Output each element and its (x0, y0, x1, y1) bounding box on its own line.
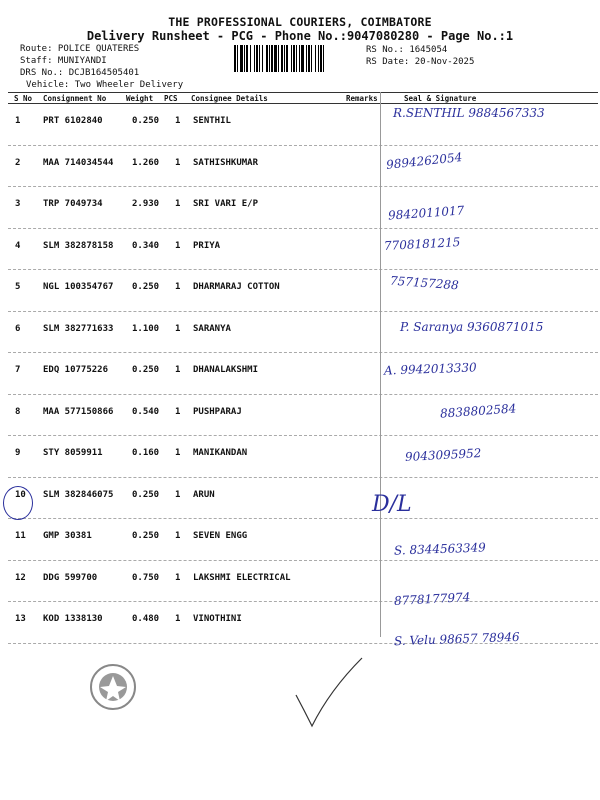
consignment-number: EDQ 10775226 (43, 365, 109, 375)
table-row (8, 229, 598, 271)
handwritten-signature: S. Velu 98657 78946 (393, 629, 520, 649)
serial-number: 10 (15, 489, 26, 500)
weight: 2.930 (132, 199, 160, 209)
serial-number: 12 (15, 572, 26, 583)
weight: 0.160 (132, 448, 160, 458)
weight: 0.250 (132, 282, 160, 292)
row-10-circle-mark (3, 486, 33, 520)
consignment-number: GMP 30381 (43, 531, 92, 541)
consignee-name: VINOTHINI (193, 614, 242, 624)
weight: 1.260 (132, 157, 160, 168)
pieces: 1 (175, 614, 181, 624)
consignee-name: DHARMARAJ COTTON (193, 282, 280, 292)
table-row (8, 519, 598, 561)
consignee-name: SEVEN ENGG (193, 531, 248, 541)
col-consignee: Consignee Details (191, 94, 268, 103)
pieces: 1 (175, 157, 181, 168)
consignment-number: TRP 7049734 (43, 199, 103, 209)
serial-number: 9 (15, 448, 21, 458)
consignment-number: SLM 382846075 (43, 489, 114, 500)
serial-number: 7 (15, 365, 21, 375)
handwritten-signature: 9894262054 (385, 150, 463, 172)
runsheet-title: THE PROFESSIONAL COURIERS, COIMBATORE (168, 15, 432, 29)
serial-number: 13 (15, 614, 26, 624)
handwritten-signature: S. 8344563349 (393, 540, 486, 558)
consignment-number: NGL 100354767 (43, 282, 114, 292)
serial-number: 1 (15, 116, 21, 126)
consignment-number: STY 8059911 (43, 448, 103, 458)
pieces: 1 (175, 406, 181, 417)
consignment-number: PRT 6102840 (43, 116, 103, 126)
col-weight: Weight (126, 94, 154, 103)
handwritten-signature: R.SENTHIL 9884567333 (393, 106, 545, 120)
column-divider (380, 92, 381, 637)
seal-stamp (78, 652, 148, 722)
consignee-name: MANIKANDAN (193, 448, 248, 458)
rs-info (366, 44, 474, 68)
consignee-name: PRIYA (193, 240, 221, 251)
consignee-name: SARANYA (193, 323, 231, 334)
weight: 0.250 (132, 365, 160, 375)
serial-number: 6 (15, 323, 21, 334)
weight: 0.250 (132, 531, 160, 541)
weight: 0.250 (132, 116, 160, 126)
consignee-name: DHANALAKSHMI (193, 365, 259, 375)
rs-date: RS Date: 20-Nov-2025 (366, 57, 475, 67)
consignment-number: MAA 577150866 (43, 406, 114, 417)
col-sno: S No (14, 94, 33, 103)
route: Route: POLICE QUATERES (20, 44, 140, 54)
table-row (8, 187, 598, 229)
serial-number: 2 (15, 157, 21, 168)
handwritten-signature: 8838802584 (439, 401, 517, 421)
handwritten-signature: 9043095952 (404, 446, 482, 464)
col-consignment: Consignment No (43, 94, 107, 103)
weight: 0.480 (132, 614, 160, 624)
handwritten-signature: P. Saranya 9360871015 (400, 320, 544, 334)
weight: 1.100 (132, 323, 160, 334)
consignee-name: LAKSHMI ELECTRICAL (193, 572, 291, 583)
table-row (8, 146, 598, 188)
consignee-name: ARUN (193, 489, 215, 500)
delivery-table (8, 92, 598, 644)
staff: Staff: MUNIYANDI (20, 56, 107, 66)
consignee-name: SRI VARI E/P (193, 199, 259, 209)
col-seal: Seal & Signature (404, 94, 477, 103)
drs-number: DRS No.: DCJB164505401 (20, 68, 140, 78)
weight: 0.540 (132, 406, 160, 417)
pieces: 1 (175, 489, 181, 500)
pieces: 1 (175, 199, 181, 209)
serial-number: 11 (15, 531, 26, 541)
table-row (8, 353, 598, 395)
pieces: 1 (175, 282, 181, 292)
pieces: 1 (175, 531, 181, 541)
table-row (8, 561, 598, 603)
pieces: 1 (175, 240, 181, 251)
handwritten-signature: 7708181215 (383, 235, 461, 253)
serial-number: 5 (15, 282, 21, 292)
pieces: 1 (175, 365, 181, 375)
consignee-name: PUSHPARAJ (193, 406, 242, 417)
table-row (8, 478, 598, 520)
serial-number: 8 (15, 406, 21, 417)
consignee-name: SENTHIL (193, 116, 231, 126)
runsheet-subtitle: Delivery Runsheet - PCG - Phone No.:9047080280 - Page No.:1 (86, 29, 514, 43)
consignment-number: KOD 1338130 (43, 614, 103, 624)
table-row (8, 270, 598, 312)
barcode (234, 45, 362, 72)
consignment-number: SLM 382771633 (43, 323, 114, 334)
tick-mark (290, 650, 370, 730)
consignment-number: SLM 382878158 (43, 240, 114, 251)
table-header (8, 92, 598, 104)
table-row (8, 436, 598, 478)
route-info (20, 43, 183, 91)
weight: 0.750 (132, 572, 160, 583)
handwritten-signature: 757157288 (389, 273, 460, 293)
pieces: 1 (175, 323, 181, 334)
weight: 0.340 (132, 240, 160, 251)
consignment-number: MAA 714034544 (43, 157, 114, 168)
serial-number: 3 (15, 199, 21, 209)
vehicle: Vehicle: Two Wheeler Delivery (26, 80, 184, 90)
pieces: 1 (175, 116, 181, 126)
serial-number: 4 (15, 240, 21, 251)
consignment-number: DDG 599700 (43, 572, 98, 583)
consignee-name: SATHISHKUMAR (193, 157, 259, 168)
weight: 0.250 (132, 489, 160, 500)
col-remarks: Remarks (346, 94, 378, 103)
handwritten-signature: 8778177974 (393, 590, 471, 608)
rs-number: RS No.: 1645054 (366, 45, 448, 55)
pieces: 1 (175, 572, 181, 583)
pieces: 1 (175, 448, 181, 458)
handwritten-signature: 9842011017 (387, 203, 465, 223)
handwritten-signature: D/L (372, 492, 412, 517)
handwritten-signature: A. 9942013330 (383, 360, 477, 378)
col-pcs: PCS (164, 94, 178, 103)
